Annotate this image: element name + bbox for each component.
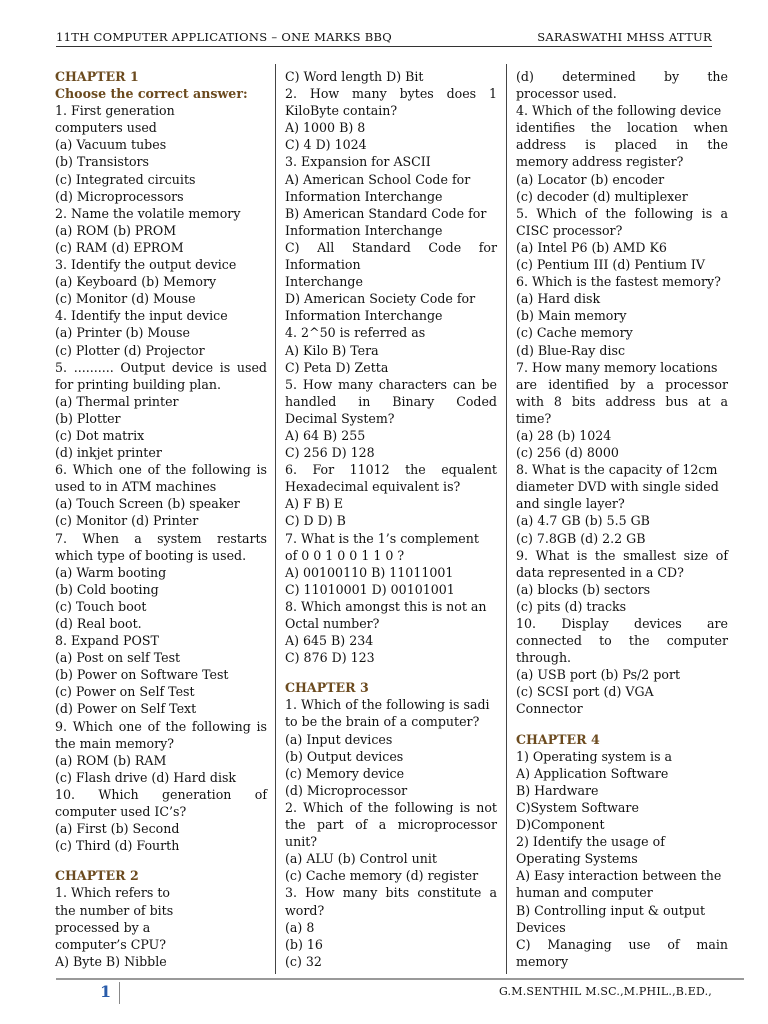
text-line: computers used — [55, 120, 157, 136]
text-line: D)Component — [516, 817, 605, 833]
text-line: 6. Which is the fastest memory? — [516, 274, 721, 290]
column-divider — [275, 64, 276, 974]
text-line: 9. Which one of the following is — [55, 718, 267, 734]
text-line: (a) Keyboard (b) Memory — [55, 274, 217, 290]
text-line: Information Interchange — [285, 308, 443, 324]
text-line: (b) Cold booting — [55, 581, 159, 597]
page-header — [56, 0, 712, 47]
header-left: 11TH COMPUTER APPLICATIONS – ONE MARKS BBQ — [56, 30, 393, 44]
text-line: (c) Pentium III (d) Pentium IV — [516, 257, 706, 273]
text-line: (d) Real boot. — [55, 616, 142, 631]
text-line: A) 00100110 B) 11011001 — [285, 564, 454, 580]
text-line: word? — [285, 902, 325, 918]
text-line: 2. Which of the following is not — [285, 799, 497, 815]
text-line: 5. .......... Output device is used — [55, 359, 267, 375]
text-line: identifies the location when — [516, 120, 728, 136]
text-line: (a) Input devices — [285, 731, 393, 747]
text-line: C) D D) B — [285, 513, 346, 529]
text-line: 9. What is the smallest size of — [516, 547, 728, 563]
text-line: to be the brain of a computer? — [285, 714, 480, 730]
text-line: 10. Display devices are — [516, 616, 728, 631]
text-line: Operating Systems — [516, 851, 638, 867]
text-line: 5. How many characters can be — [285, 376, 497, 392]
text-line: A) F B) E — [285, 496, 344, 512]
chapter-heading: CHAPTER 1 — [55, 69, 139, 84]
text-line: (a) ROM (b) PROM — [55, 222, 177, 238]
text-line: (a) Post on self Test — [55, 650, 181, 666]
text-line: 6. Which one of the following is — [55, 462, 267, 478]
text-line: (c) 256 (d) 8000 — [516, 445, 619, 461]
text-line: unit? — [285, 834, 318, 850]
text-line: B) Controlling input & output — [516, 902, 705, 918]
text-line: (b) Plotter — [55, 410, 121, 426]
text-line: 4. 2^50 is referred as — [285, 325, 426, 341]
text-line: 7. What is the 1’s complement — [285, 530, 479, 546]
text-line: Decimal System? — [285, 410, 395, 426]
text-line: Connector — [516, 701, 583, 717]
text-line: (c) Monitor (d) Mouse — [55, 291, 196, 307]
text-line: C) Peta D) Zetta — [285, 359, 389, 375]
text-line: (a) ALU (b) Control unit — [285, 851, 437, 867]
text-line: D) American Society Code for — [285, 291, 476, 307]
text-line: (c) pits (d) tracks — [516, 598, 627, 614]
text-line: (d) Microprocessor — [285, 782, 408, 798]
text-line: 7. How many memory locations — [516, 359, 718, 375]
text-line: 10. Which generation of — [55, 786, 267, 802]
text-line: (c) Plotter (d) Projector — [55, 342, 205, 358]
column-2 — [285, 68, 497, 970]
text-line: B) Hardware — [516, 782, 599, 798]
text-line: (b) Main memory — [516, 308, 627, 324]
text-line: 4. Identify the input device — [55, 308, 228, 324]
text-line: (c) Dot matrix — [55, 427, 145, 443]
text-line: 1. First generation — [55, 103, 175, 119]
text-line: (a) 4.7 GB (b) 5.5 GB — [516, 513, 650, 529]
text-line: B) American Standard Code for — [285, 205, 487, 221]
text-line: A) 1000 B) 8 — [285, 120, 366, 136]
text-line: computer’s CPU? — [55, 936, 167, 952]
text-line: (a) 28 (b) 1024 — [516, 427, 612, 443]
text-line: C) Word length D) Bit — [285, 69, 424, 84]
text-line: Interchange — [285, 274, 363, 290]
text-line: processed by a — [55, 919, 151, 935]
text-line: 7. When a system restarts — [55, 530, 267, 546]
page-number: 1 — [100, 982, 112, 1001]
text-line: (a) Intel P6 (b) AMD K6 — [516, 239, 667, 255]
text-line: (c) 7.8GB (d) 2.2 GB — [516, 530, 646, 546]
text-line: A) 645 B) 234 — [285, 633, 374, 649]
text-line: computer used IC’s? — [55, 804, 187, 820]
text-line: (c) Touch boot — [55, 598, 147, 614]
text-line: (c) RAM (d) EPROM — [55, 239, 184, 255]
instruction-heading: Choose the correct answer: — [55, 86, 248, 102]
text-line: (c) Integrated circuits — [55, 171, 196, 187]
text-line: A) 64 B) 255 — [285, 427, 366, 443]
text-line: (c) SCSI port (d) VGA — [516, 684, 654, 700]
text-line: (a) Thermal printer — [55, 393, 179, 409]
text-line: Octal number? — [285, 616, 380, 631]
text-line: the number of bits — [55, 902, 174, 918]
text-line: and single layer? — [516, 496, 625, 512]
column-1 — [55, 68, 267, 970]
text-line: Information — [285, 257, 361, 273]
text-line: memory address register? — [516, 154, 684, 170]
text-line: 2. How many bytes does 1 — [285, 86, 497, 102]
text-line: the main memory? — [55, 735, 175, 751]
text-line: 3. Identify the output device — [55, 257, 237, 273]
text-line: (a) USB port (b) Ps/2 port — [516, 667, 681, 683]
text-line: which type of booting is used. — [55, 547, 247, 563]
text-line: A) Application Software — [516, 765, 669, 781]
text-line: (b) Output devices — [285, 748, 404, 764]
chapter-heading: CHAPTER 3 — [285, 680, 369, 696]
footer-divider — [56, 978, 744, 980]
text-line: (a) First (b) Second — [55, 821, 180, 837]
text-line: (c) Third (d) Fourth — [55, 838, 180, 854]
text-line: (a) Hard disk — [516, 291, 601, 307]
text-line: (a) 8 — [285, 919, 315, 935]
text-line: connected to the computer — [516, 633, 728, 649]
text-line: used to in ATM machines — [55, 479, 217, 495]
column-3 — [516, 68, 728, 970]
text-line: (b) 16 — [285, 936, 323, 952]
text-line: CISC processor? — [516, 222, 623, 238]
text-line: 8. What is the capacity of 12cm — [516, 462, 718, 478]
chapter-heading: CHAPTER 4 — [516, 731, 600, 747]
text-line: KiloByte contain? — [285, 103, 398, 119]
chapter-heading: CHAPTER 2 — [55, 868, 139, 884]
text-line: C) 4 D) 1024 — [285, 137, 367, 153]
text-line: C) 876 D) 123 — [285, 650, 375, 666]
text-line: (a) Printer (b) Mouse — [55, 325, 190, 341]
text-line: C) 11010001 D) 00101001 — [285, 581, 455, 597]
text-line: (d) Blue-Ray disc — [516, 342, 625, 358]
text-line: Hexadecimal equivalent is? — [285, 479, 461, 495]
text-line: diameter DVD with single sided — [516, 479, 719, 495]
text-line: 2) Identify the usage of — [516, 834, 665, 850]
text-line: C) 256 D) 128 — [285, 445, 375, 461]
text-line: time? — [516, 410, 552, 426]
text-line: (d) Microprocessors — [55, 188, 184, 204]
text-line: (d) determined by the — [516, 69, 728, 84]
footer-author: G.M.SENTHIL M.SC.,M.PHIL.,B.ED., — [498, 985, 712, 998]
text-line: (a) Vacuum tubes — [55, 137, 167, 153]
text-line: 6. For 11012 the equalent — [285, 462, 497, 478]
text-line: C) Managing use of main — [516, 936, 728, 952]
text-line: (c) Monitor (d) Printer — [55, 513, 199, 529]
text-line: (a) blocks (b) sectors — [516, 581, 651, 597]
text-line: (c) decoder (d) multiplexer — [516, 188, 688, 204]
text-line: (d) Power on Self Text — [55, 701, 197, 717]
text-line: human and computer — [516, 885, 653, 901]
text-line: 4. Which of the following device — [516, 103, 722, 119]
text-line: (c) Cache memory — [516, 325, 633, 341]
text-line: 1) Operating system is a — [516, 748, 673, 764]
text-line: data represented in a CD? — [516, 564, 684, 580]
text-line: (b) Power on Software Test — [55, 667, 229, 683]
text-line: processor used. — [516, 86, 617, 102]
text-line: of 0 0 1 0 0 1 1 0 ? — [285, 547, 405, 563]
text-line: (c) Memory device — [285, 765, 405, 781]
text-line: C)System Software — [516, 799, 639, 815]
text-line: handled in Binary Coded — [285, 393, 497, 409]
text-line: 8. Which amongst this is not an — [285, 598, 487, 614]
text-line: Information Interchange — [285, 188, 443, 204]
text-line: (b) Transistors — [55, 154, 150, 170]
text-line: with 8 bits address bus at a — [516, 393, 728, 409]
column-divider — [506, 64, 507, 974]
text-line: through. — [516, 650, 572, 666]
text-line: (c) Power on Self Test — [55, 684, 195, 700]
text-line: (c) Cache memory (d) register — [285, 868, 479, 884]
text-line: 5. Which of the following is a — [516, 205, 728, 221]
text-line: C) All Standard Code for — [285, 239, 497, 255]
text-line: 3. Expansion for ASCII — [285, 154, 431, 170]
text-line: (a) Warm booting — [55, 564, 167, 580]
text-line: memory — [516, 953, 569, 969]
text-line: are identified by a processor — [516, 376, 728, 392]
text-line: (a) ROM (b) RAM — [55, 752, 167, 768]
text-line: 1. Which of the following is sadi — [285, 697, 490, 713]
text-line: (a) Touch Screen (b) speaker — [55, 496, 240, 512]
text-line: the part of a microprocessor — [285, 817, 497, 833]
text-line: 2. Name the volatile memory — [55, 205, 241, 221]
text-line: (c) Flash drive (d) Hard disk — [55, 769, 237, 785]
text-line: 8. Expand POST — [55, 633, 159, 649]
text-line: 3. How many bits constitute a — [285, 885, 497, 901]
text-line: A) Easy interaction between the — [516, 868, 722, 884]
text-line: (c) 32 — [285, 953, 322, 969]
text-line: (d) inkjet printer — [55, 445, 162, 461]
text-line: 1. Which refers to — [55, 885, 170, 901]
text-line: A) American School Code for — [285, 171, 471, 187]
text-line: Devices — [516, 919, 566, 935]
page-number-divider — [119, 982, 120, 1004]
text-line: Information Interchange — [285, 222, 443, 238]
text-line: address is placed in the — [516, 137, 728, 153]
text-line: A) Byte B) Nibble — [55, 953, 167, 969]
text-line: (a) Locator (b) encoder — [516, 171, 665, 187]
header-right: SARASWATHI MHSS ATTUR — [537, 30, 712, 44]
text-line: A) Kilo B) Tera — [285, 342, 379, 358]
text-line: for printing building plan. — [55, 376, 221, 392]
